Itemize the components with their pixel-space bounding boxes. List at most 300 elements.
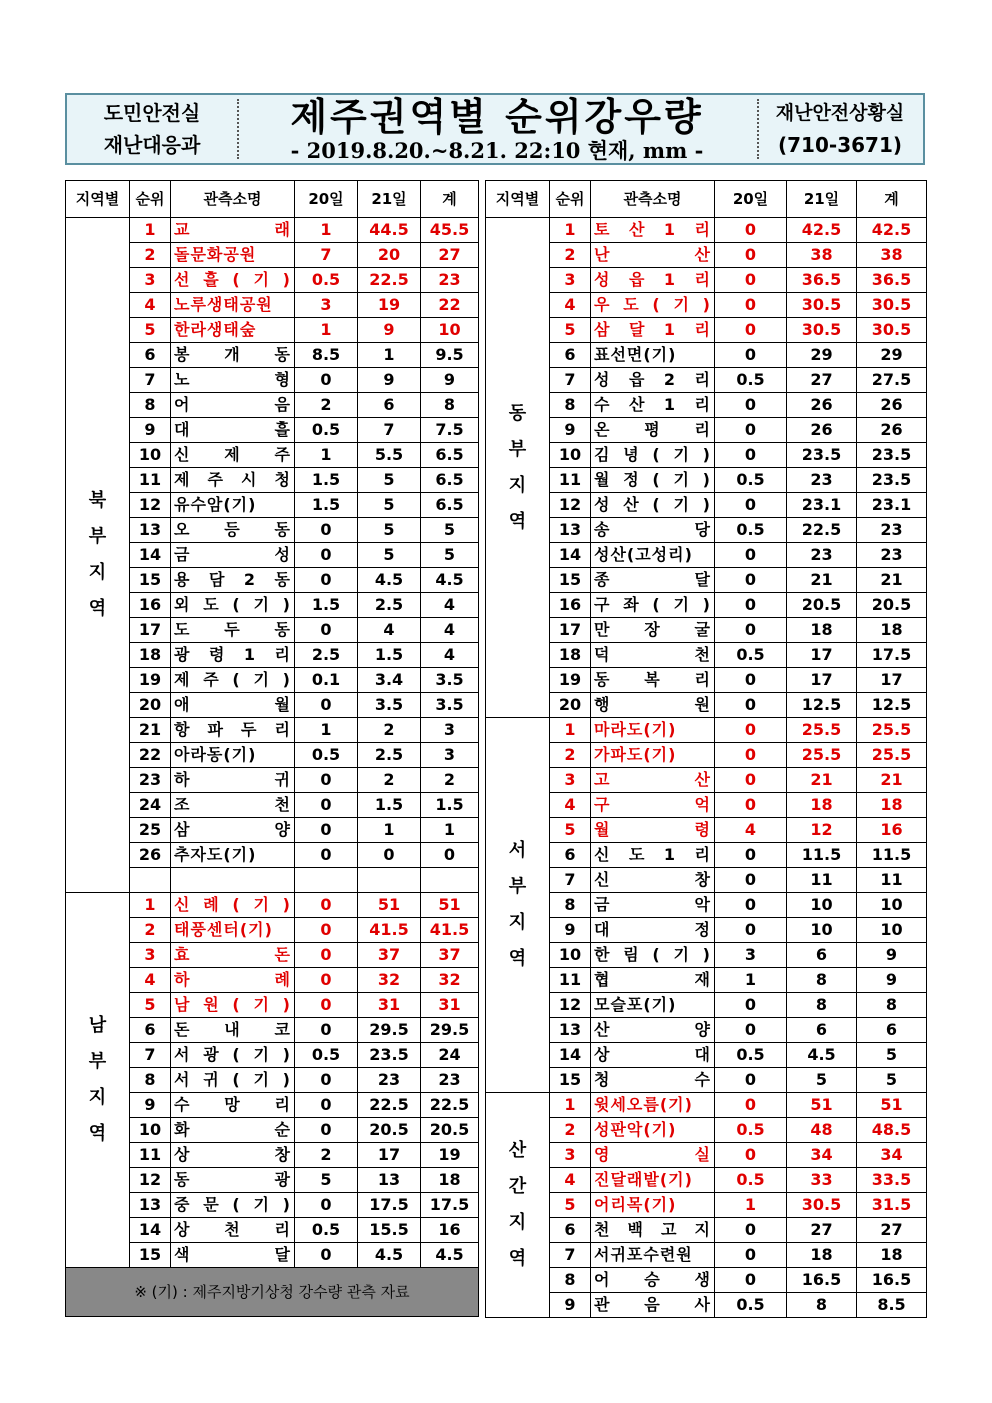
rain-total: 3 [421, 718, 479, 743]
rain-day20: 2.5 [295, 643, 358, 668]
rain-day21: 30.5 [787, 293, 857, 318]
footnote: ※ (기) : 제주지방기상청 강수량 관측 자료 [66, 1268, 479, 1317]
station-name: 토 산 1 리 [591, 218, 715, 243]
rain-day21: 44.5 [358, 218, 421, 243]
station-name: 영 실 [591, 1143, 715, 1168]
rain-total: 16 [421, 1218, 479, 1243]
station-name: 하 례 [171, 968, 295, 993]
station-name: 구 억 [591, 793, 715, 818]
table-row [486, 793, 927, 818]
region-char: 지 [508, 1212, 527, 1233]
rain-total: 23 [421, 268, 479, 293]
rain-day20: 3 [715, 943, 787, 968]
rank-cell: 4 [550, 1168, 591, 1193]
rank-cell: 8 [130, 1068, 171, 1093]
rain-day20: 1 [295, 318, 358, 343]
table-row [486, 443, 927, 468]
table-row [486, 893, 927, 918]
rank-cell: 15 [550, 568, 591, 593]
station-name: 선 흘 ( 기 ) [171, 268, 295, 293]
rank-cell: 9 [130, 418, 171, 443]
station-name: 서 귀 ( 기 ) [171, 1068, 295, 1093]
rank-cell: 9 [550, 918, 591, 943]
rank-cell: 13 [550, 1018, 591, 1043]
rain-total: 6.5 [421, 493, 479, 518]
table-row [486, 293, 927, 318]
rain-total: 26 [857, 393, 927, 418]
rain-day20: 0 [295, 543, 358, 568]
rain-total: 3 [421, 743, 479, 768]
rain-total: 38 [857, 243, 927, 268]
rank-cell: 7 [550, 868, 591, 893]
rank-cell: 14 [550, 543, 591, 568]
col-total: 계 [421, 181, 479, 218]
rain-day21: 51 [787, 1093, 857, 1118]
rain-day20: 0 [715, 843, 787, 868]
rain-day21: 11 [787, 868, 857, 893]
empty-cell [421, 868, 479, 893]
rain-day21: 23 [787, 543, 857, 568]
station-name: 대 흘 [171, 418, 295, 443]
rain-day20: 1.5 [295, 593, 358, 618]
rain-total: 17 [857, 668, 927, 693]
table-row [486, 1293, 927, 1318]
rank-cell: 10 [130, 1118, 171, 1143]
table-row [66, 218, 479, 243]
rain-day20: 0 [715, 618, 787, 643]
station-name: 삼 달 1 리 [591, 318, 715, 343]
region-char: 동 [508, 402, 527, 424]
station-name: 신 제 주 [171, 443, 295, 468]
page-subtitle: - 2019.8.20.~8.21. 22:10 현재, mm - [290, 138, 704, 163]
table-row [486, 1143, 927, 1168]
rain-day20: 0 [715, 1243, 787, 1268]
rain-day21: 9 [358, 318, 421, 343]
rain-total: 11 [857, 868, 927, 893]
rain-day20: 1 [715, 1193, 787, 1218]
rank-cell: 3 [550, 768, 591, 793]
rank-cell: 4 [550, 293, 591, 318]
region-char: 부 [508, 438, 527, 460]
rain-total: 23.5 [857, 443, 927, 468]
rain-day21: 1 [358, 343, 421, 368]
table-row [486, 1268, 927, 1293]
station-name: 덕 천 [591, 643, 715, 668]
region-char: 역 [508, 1248, 527, 1269]
rain-day21: 7 [358, 418, 421, 443]
rain-total: 22.5 [421, 1093, 479, 1118]
rain-total: 20.5 [421, 1118, 479, 1143]
col-station: 관측소명 [171, 181, 295, 218]
rain-total: 23 [857, 543, 927, 568]
table-row [486, 618, 927, 643]
region-char: 지 [508, 912, 527, 933]
rain-day21: 15.5 [358, 1218, 421, 1243]
station-name: 삼 양 [171, 818, 295, 843]
table-row [486, 968, 927, 993]
rank-cell: 13 [130, 1193, 171, 1218]
rain-day21: 6 [358, 393, 421, 418]
table-header-row [66, 181, 479, 218]
col-day20: 20일 [715, 181, 787, 218]
rank-cell: 25 [130, 818, 171, 843]
rain-total: 1.5 [421, 793, 479, 818]
rain-day20: 0 [715, 1268, 787, 1293]
table-row [486, 343, 927, 368]
rain-day20: 0 [295, 943, 358, 968]
rank-cell: 14 [550, 1043, 591, 1068]
rain-total: 10 [857, 918, 927, 943]
rain-day20: 0.1 [295, 668, 358, 693]
rank-cell: 10 [130, 443, 171, 468]
rain-day21: 22.5 [358, 268, 421, 293]
col-region: 지역별 [486, 181, 550, 218]
station-name: 송 당 [591, 518, 715, 543]
station-name: 윗세오름(기) [591, 1093, 715, 1118]
rainfall-table-right [485, 180, 927, 1318]
station-name: 한 림 ( 기 ) [591, 943, 715, 968]
rain-day20: 0 [295, 1243, 358, 1268]
rain-day21: 23.5 [358, 1043, 421, 1068]
rain-day20: 0.5 [295, 418, 358, 443]
station-name: 용 담 2 동 [171, 568, 295, 593]
empty-cell [358, 868, 421, 893]
rain-day20: 0 [295, 768, 358, 793]
rainfall-table-left [65, 180, 479, 1317]
region-char: 역 [508, 948, 527, 969]
station-name: 어 승 생 [591, 1268, 715, 1293]
region-label-mountain [486, 1093, 550, 1318]
station-name: 도 두 동 [171, 618, 295, 643]
rain-total: 21 [857, 568, 927, 593]
rain-total: 5 [857, 1043, 927, 1068]
rank-cell: 5 [130, 993, 171, 1018]
rank-cell: 1 [550, 1093, 591, 1118]
rain-day21: 32 [358, 968, 421, 993]
col-station: 관측소명 [591, 181, 715, 218]
rain-day20: 0 [715, 793, 787, 818]
station-name: 성산(고성리) [591, 543, 715, 568]
rank-cell: 16 [130, 593, 171, 618]
rain-total: 48.5 [857, 1118, 927, 1143]
table-row [486, 818, 927, 843]
station-name: 태풍센터(기) [171, 918, 295, 943]
department-line2: 재난대응과 [103, 133, 201, 157]
rain-total: 17.5 [421, 1193, 479, 1218]
station-name: 노 형 [171, 368, 295, 393]
empty-cell [130, 868, 171, 893]
rank-cell: 7 [550, 1243, 591, 1268]
rain-day20: 1 [295, 718, 358, 743]
rain-day20: 0 [295, 368, 358, 393]
rain-day21: 0 [358, 843, 421, 868]
col-rank: 순위 [550, 181, 591, 218]
rain-day21: 30.5 [787, 1193, 857, 1218]
rain-day21: 34 [787, 1143, 857, 1168]
rain-day21: 23.5 [787, 443, 857, 468]
station-name: 구 좌 ( 기 ) [591, 593, 715, 618]
table-row [486, 1168, 927, 1193]
rain-total: 4 [421, 643, 479, 668]
station-name: 청 수 [591, 1068, 715, 1093]
table-row [486, 418, 927, 443]
rain-total: 25.5 [857, 743, 927, 768]
station-name: 천 백 고 지 [591, 1218, 715, 1243]
rain-day20: 0 [295, 918, 358, 943]
station-name: 표선면(기) [591, 343, 715, 368]
region-char: 남 [88, 1015, 107, 1036]
rain-total: 4 [421, 618, 479, 643]
table-row [486, 918, 927, 943]
rain-total: 33.5 [857, 1168, 927, 1193]
region-char: 북 [88, 490, 107, 511]
station-name: 교 래 [171, 218, 295, 243]
station-name: 신 창 [591, 868, 715, 893]
region-char: 부 [88, 1051, 107, 1072]
table-row [486, 768, 927, 793]
station-name: 수 산 1 리 [591, 393, 715, 418]
station-name: 광 령 1 리 [171, 643, 295, 668]
rank-cell: 2 [550, 1118, 591, 1143]
station-name: 행 원 [591, 693, 715, 718]
table-row [486, 1068, 927, 1093]
station-name: 만 장 굴 [591, 618, 715, 643]
rank-cell: 8 [550, 1268, 591, 1293]
table-row [486, 1093, 927, 1118]
rank-cell: 6 [550, 343, 591, 368]
rank-cell: 5 [550, 318, 591, 343]
rain-day21: 17.5 [358, 1193, 421, 1218]
rain-total: 21 [857, 768, 927, 793]
rain-day21: 2 [358, 768, 421, 793]
station-name: 색 달 [171, 1243, 295, 1268]
region-char: 역 [508, 510, 527, 532]
station-name: 오 등 동 [171, 518, 295, 543]
rain-day20: 0 [715, 668, 787, 693]
station-name: 유수암(기) [171, 493, 295, 518]
region-label-west [486, 718, 550, 1093]
rank-cell: 15 [130, 1243, 171, 1268]
col-region: 지역별 [66, 181, 130, 218]
rain-day21: 6 [787, 943, 857, 968]
rain-day21: 17 [358, 1143, 421, 1168]
rank-cell: 23 [130, 768, 171, 793]
station-name: 한라생태숲 [171, 318, 295, 343]
rank-cell: 3 [130, 943, 171, 968]
rain-total: 7.5 [421, 418, 479, 443]
rain-day21: 33 [787, 1168, 857, 1193]
table-row [486, 1218, 927, 1243]
rain-total: 3.5 [421, 668, 479, 693]
station-name: 제 주 ( 기 ) [171, 668, 295, 693]
rank-cell: 4 [130, 293, 171, 318]
rain-total: 32 [421, 968, 479, 993]
rain-day20: 0 [715, 318, 787, 343]
rank-cell: 20 [550, 693, 591, 718]
rain-day20: 0 [715, 343, 787, 368]
station-name: 수 망 리 [171, 1093, 295, 1118]
station-name: 금 성 [171, 543, 295, 568]
rain-day21: 21 [787, 768, 857, 793]
rain-day20: 5 [295, 1168, 358, 1193]
rain-total: 25.5 [857, 718, 927, 743]
table-row [486, 1018, 927, 1043]
rain-day21: 25.5 [787, 743, 857, 768]
rank-cell: 1 [130, 893, 171, 918]
rain-day21: 25.5 [787, 718, 857, 743]
rain-day20: 0 [295, 693, 358, 718]
rank-cell: 5 [550, 818, 591, 843]
rain-day20: 0 [715, 718, 787, 743]
rain-day20: 0.5 [715, 1293, 787, 1318]
rank-cell: 8 [130, 393, 171, 418]
rain-total: 27.5 [857, 368, 927, 393]
rain-total: 30.5 [857, 293, 927, 318]
rain-day21: 20.5 [358, 1118, 421, 1143]
rain-day21: 19 [358, 293, 421, 318]
rain-total: 9.5 [421, 343, 479, 368]
rain-day20: 0 [295, 993, 358, 1018]
rain-day20: 0 [295, 518, 358, 543]
station-name: 서 광 ( 기 ) [171, 1043, 295, 1068]
rain-total: 27 [421, 243, 479, 268]
rank-cell: 2 [550, 743, 591, 768]
rain-day21: 42.5 [787, 218, 857, 243]
rank-cell: 22 [130, 743, 171, 768]
station-name: 관 음 사 [591, 1293, 715, 1318]
rain-day20: 2 [295, 1143, 358, 1168]
table-row [486, 268, 927, 293]
rain-day21: 26 [787, 393, 857, 418]
rain-day21: 29 [787, 343, 857, 368]
rank-cell: 15 [550, 1068, 591, 1093]
table-row [486, 643, 927, 668]
rain-day21: 22.5 [358, 1093, 421, 1118]
rain-total: 9 [421, 368, 479, 393]
rank-cell: 11 [550, 468, 591, 493]
contact-office: 재난안전상황실 [775, 102, 905, 124]
station-name: 성 읍 2 리 [591, 368, 715, 393]
rain-day20: 0 [295, 893, 358, 918]
rain-day20: 2 [295, 393, 358, 418]
table-row [486, 318, 927, 343]
rain-day20: 1.5 [295, 468, 358, 493]
rain-day20: 0 [295, 793, 358, 818]
rain-day21: 5 [358, 518, 421, 543]
rain-total: 26 [857, 418, 927, 443]
rank-cell: 14 [130, 1218, 171, 1243]
station-name: 봉 개 동 [171, 343, 295, 368]
rank-cell: 9 [550, 1293, 591, 1318]
rain-total: 5 [421, 543, 479, 568]
table-row [486, 993, 927, 1018]
rank-cell: 10 [550, 443, 591, 468]
rank-cell: 6 [130, 1018, 171, 1043]
table-row [486, 693, 927, 718]
rank-cell: 11 [130, 468, 171, 493]
rain-day20: 0 [715, 593, 787, 618]
rain-total: 4.5 [421, 1243, 479, 1268]
station-name: 온 평 리 [591, 418, 715, 443]
rain-total: 6.5 [421, 443, 479, 468]
rank-cell: 6 [130, 343, 171, 368]
station-name: 월 령 [591, 818, 715, 843]
station-name: 마라도(기) [591, 718, 715, 743]
rain-total: 10 [857, 893, 927, 918]
rain-day20: 0 [715, 243, 787, 268]
col-rank: 순위 [130, 181, 171, 218]
empty-cell [171, 868, 295, 893]
rain-day21: 5 [787, 1068, 857, 1093]
table-row [486, 243, 927, 268]
rain-total: 6 [857, 1018, 927, 1043]
rank-cell: 11 [130, 1143, 171, 1168]
rain-total: 9 [857, 943, 927, 968]
station-name: 신 례 ( 기 ) [171, 893, 295, 918]
page-title: 제주권역별 순위강우량 [290, 95, 704, 139]
station-name: 아라동(기) [171, 743, 295, 768]
rain-day21: 5 [358, 493, 421, 518]
station-name: 동 광 [171, 1168, 295, 1193]
rain-total: 45.5 [421, 218, 479, 243]
rain-day20: 0.5 [715, 1043, 787, 1068]
rain-day21: 1 [358, 818, 421, 843]
station-name: 효 돈 [171, 943, 295, 968]
rain-day21: 20 [358, 243, 421, 268]
rain-day20: 0 [715, 418, 787, 443]
rank-cell: 6 [550, 843, 591, 868]
rain-day21: 6 [787, 1018, 857, 1043]
station-name: 외 도 ( 기 ) [171, 593, 295, 618]
station-name: 상 창 [171, 1143, 295, 1168]
rain-day21: 3.4 [358, 668, 421, 693]
station-name: 김 녕 ( 기 ) [591, 443, 715, 468]
rank-cell: 2 [130, 243, 171, 268]
rank-cell: 1 [550, 718, 591, 743]
station-name: 화 순 [171, 1118, 295, 1143]
note-row [66, 1268, 479, 1317]
rank-cell: 2 [550, 243, 591, 268]
empty-cell [295, 868, 358, 893]
station-name: 어리목(기) [591, 1193, 715, 1218]
rank-cell: 7 [130, 368, 171, 393]
rank-cell: 21 [130, 718, 171, 743]
rain-day21: 9 [358, 368, 421, 393]
station-name: 추자도(기) [171, 843, 295, 868]
station-name: 고 산 [591, 768, 715, 793]
rank-cell: 12 [550, 993, 591, 1018]
station-name: 모슬포(기) [591, 993, 715, 1018]
rain-day20: 4 [715, 818, 787, 843]
rain-total: 41.5 [421, 918, 479, 943]
rank-cell: 12 [130, 1168, 171, 1193]
rain-day21: 2.5 [358, 743, 421, 768]
rain-day21: 29.5 [358, 1018, 421, 1043]
rank-cell: 7 [550, 368, 591, 393]
table-row [486, 718, 927, 743]
rain-day20: 0 [715, 568, 787, 593]
rain-day21: 12 [787, 818, 857, 843]
station-name: 난 산 [591, 243, 715, 268]
table-row [486, 1193, 927, 1218]
rank-cell: 5 [130, 318, 171, 343]
rain-day21: 30.5 [787, 318, 857, 343]
table-row [486, 468, 927, 493]
rank-cell: 1 [130, 218, 171, 243]
rain-day21: 4.5 [358, 1243, 421, 1268]
rain-day21: 51 [358, 893, 421, 918]
rain-total: 34 [857, 1143, 927, 1168]
